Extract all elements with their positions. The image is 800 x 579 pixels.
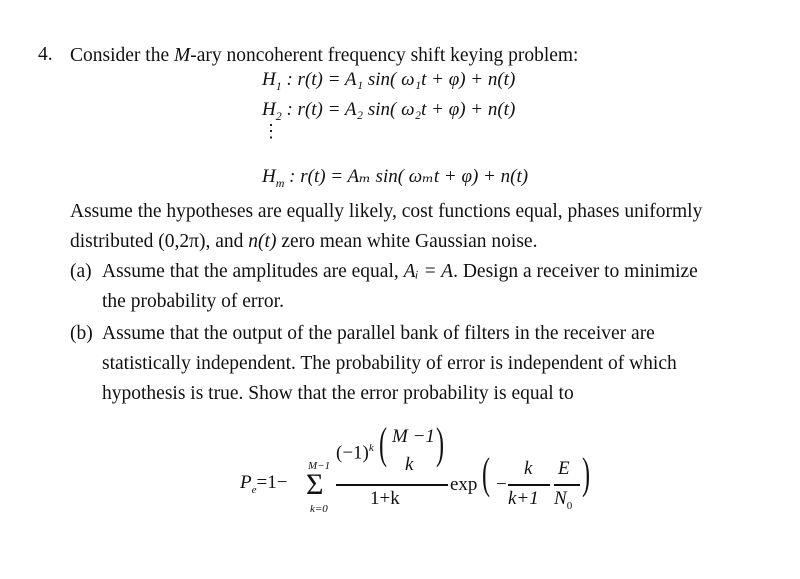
frac2-num: k — [524, 458, 533, 479]
exp-label: exp — [450, 474, 478, 495]
assume-line-2: distributed (0,2π), and n(t) zero mean white Gaussian noise. — [70, 231, 538, 252]
frac2-bar — [508, 484, 550, 486]
denominator: 1+k — [370, 488, 400, 509]
binom-left-paren: ( — [379, 419, 388, 468]
problem-intro: Consider the M-ary noncoherent frequency shift keying problem: — [70, 45, 579, 66]
error-probability-formula — [240, 418, 600, 528]
formula-lhs: $P_e=1-$ — [240, 472, 288, 496]
hypothesis-m: $H_m$ : r(t) = Aₘ sin( ωₘt + φ) + n(t) — [262, 166, 529, 190]
sum-lower-limit: k=0 — [310, 503, 328, 515]
vertical-ellipsis: ⋮ — [262, 121, 280, 141]
assume-line-1: Assume the hypotheses are equally likely, cost functions equal, phases uniformly — [70, 201, 703, 222]
main-fraction-bar — [336, 484, 448, 486]
hypothesis-2: $H_2$ : r(t) = A₂ sin( ω₂t + φ) + n(t) — [262, 99, 516, 123]
binom-right-paren: ) — [436, 419, 445, 468]
frac3-bar — [554, 484, 580, 486]
problem-number: 4. — [38, 44, 53, 65]
exp-minus: − — [496, 474, 507, 495]
binom-top: M −1 — [392, 426, 435, 447]
sum-upper-limit: M−1 — [308, 460, 331, 472]
part-a-line-2: the probability of error. — [102, 291, 284, 312]
frac2-den: k+1 — [508, 488, 539, 509]
part-b-line-2: statistically independent. The probability of error is independent of which — [102, 353, 677, 374]
sum-symbol: Σ — [306, 468, 324, 501]
part-b-line-1: Assume that the output of the parallel bank of filters in the receiver are — [102, 323, 655, 344]
frac3-num: E — [558, 458, 570, 479]
part-b-label: (b) — [70, 323, 93, 344]
binom-bottom: k — [405, 454, 414, 475]
numerator-sign: $(-1)^k$ — [336, 442, 374, 464]
hypothesis-1: $H_1$ : r(t) = A₁ sin( ω₁t + φ) + n(t) — [262, 69, 516, 93]
frac3-den: $N_0$ — [554, 488, 573, 512]
exp-right-paren: ) — [582, 449, 591, 498]
part-b-line-3: hypothesis is true. Show that the error probability is equal to — [102, 383, 574, 404]
part-a-line-1: Assume that the amplitudes are equal, Aᵢ = A. Design a receiver to minimize — [102, 261, 698, 282]
exp-left-paren: ( — [482, 449, 491, 498]
part-a-label: (a) — [70, 261, 92, 282]
